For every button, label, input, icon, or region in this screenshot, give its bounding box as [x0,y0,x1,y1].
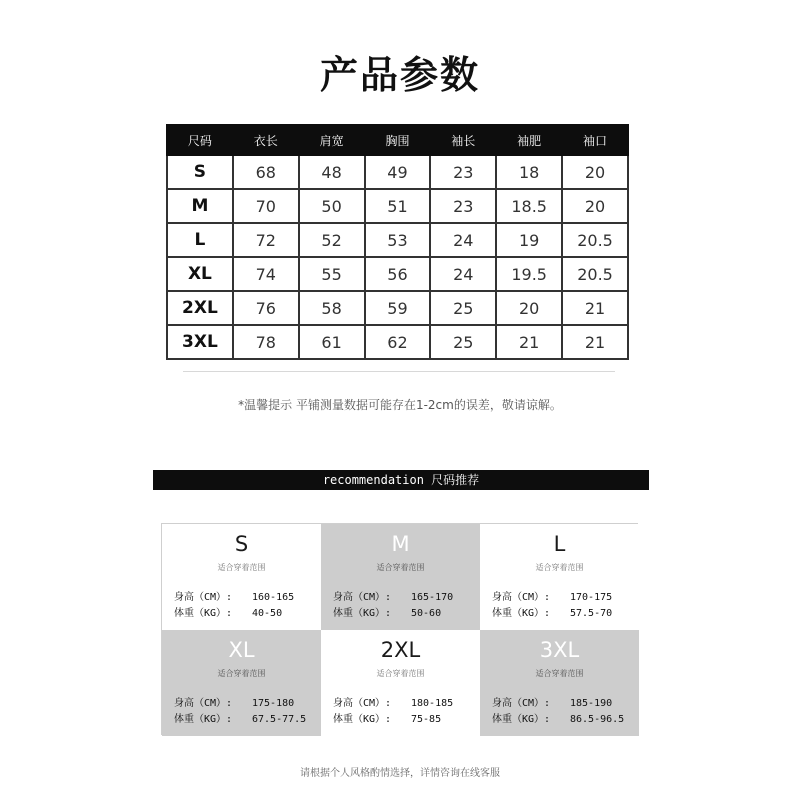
card-size: XL [228,638,255,662]
height-label: 身高（CM）: [333,698,392,709]
recommendation-grid [161,523,638,735]
recommendation-header: recommendation 尺码推荐 [153,470,649,490]
table-cell: 21 [496,325,562,359]
weight-label: 体重（KG）: [333,608,392,619]
card-subtitle: 适合穿着范围 [535,563,584,572]
table-row [167,155,628,189]
height-value: 160-165 [252,592,295,603]
table-cell: 53 [365,223,431,257]
card-height-row [174,694,314,709]
header-shoulder: 肩宽 [299,125,365,155]
table-cell: 58 [299,291,365,325]
card-subtitle: 适合穿着范围 [217,669,266,678]
table-cell: 51 [365,189,431,223]
table-cell: 20.5 [562,223,628,257]
table-cell: S [167,155,233,189]
weight-label: 体重（KG）: [492,608,551,619]
header-sleeve-length: 袖长 [430,125,496,155]
weight-label: 体重（KG）: [174,608,233,619]
table-cell: 20.5 [562,257,628,291]
weight-value: 67.5-77.5 [252,714,307,725]
weight-value: 57.5-70 [570,608,613,619]
table-cell: 48 [299,155,365,189]
table-cell: 20 [496,291,562,325]
recommendation-card-xl [162,630,321,736]
card-weight-row [492,710,632,725]
weight-label: 体重（KG）: [492,714,551,725]
table-cell: 21 [562,291,628,325]
table-cell: 50 [299,189,365,223]
header-chest: 胸围 [365,125,431,155]
divider [183,371,615,372]
table-cell: 59 [365,291,431,325]
card-weight-row [492,604,632,619]
table-cell: 23 [430,155,496,189]
table-cell: 52 [299,223,365,257]
height-label: 身高（CM）: [174,698,233,709]
header-cuff: 袖口 [562,125,628,155]
table-cell: 20 [562,155,628,189]
card-height-row [333,694,473,709]
table-cell: 19 [496,223,562,257]
table-row [167,257,628,291]
header-size: 尺码 [167,125,233,155]
table-cell: 2XL [167,291,233,325]
table-cell: 72 [233,223,299,257]
table-row [167,223,628,257]
table-cell: M [167,189,233,223]
table-cell: 78 [233,325,299,359]
card-subtitle: 适合穿着范围 [376,563,425,572]
table-cell: 25 [430,325,496,359]
table-row [167,325,628,359]
table-cell: 21 [562,325,628,359]
recommendation-card-l [480,524,639,630]
table-cell: 24 [430,257,496,291]
page-title: 产品参数 [319,53,480,97]
table-cell: 61 [299,325,365,359]
height-value: 170-175 [570,592,613,603]
header-length: 衣长 [233,125,299,155]
table-cell: 25 [430,291,496,325]
card-weight-row [174,710,314,725]
recommendation-card-s [162,524,321,630]
footer-note: 请根据个人风格酌情选择，详情咨询在线客服 [300,768,500,779]
table-cell: 3XL [167,325,233,359]
card-height-row [492,588,632,603]
weight-value: 50-60 [411,608,442,619]
table-cell: 76 [233,291,299,325]
table-cell: 23 [430,189,496,223]
card-weight-row [333,604,473,619]
card-subtitle: 适合穿着范围 [376,669,425,678]
table-cell: XL [167,257,233,291]
card-height-row [174,588,314,603]
weight-value: 86.5-96.5 [570,714,625,725]
measurement-note: *温馨提示 平铺测量数据可能存在1-2cm的误差，敬请谅解。 [238,398,562,412]
height-label: 身高（CM）: [492,592,551,603]
card-weight-row [174,604,314,619]
card-size: S [234,532,249,556]
card-size: 3XL [539,638,580,662]
header-sleeve-width: 袖肥 [496,125,562,155]
weight-label: 体重（KG）: [174,714,233,725]
table-cell: 18 [496,155,562,189]
table-cell: 18.5 [496,189,562,223]
card-weight-row [333,710,473,725]
card-subtitle: 适合穿着范围 [535,669,584,678]
size-table-header [167,125,628,155]
table-cell: 68 [233,155,299,189]
height-value: 165-170 [411,592,454,603]
recommendation-card-m [321,524,480,630]
card-height-row [333,588,473,603]
weight-label: 体重（KG）: [333,714,392,725]
table-cell: L [167,223,233,257]
weight-value: 75-85 [411,714,442,725]
table-row [167,291,628,325]
size-table [166,124,629,360]
table-row [167,189,628,223]
height-value: 175-180 [252,698,295,709]
height-label: 身高（CM）: [492,698,551,709]
height-label: 身高（CM）: [174,592,233,603]
recommendation-card-3xl [480,630,639,736]
card-size: M [391,532,410,556]
card-height-row [492,694,632,709]
table-cell: 74 [233,257,299,291]
weight-value: 40-50 [252,608,283,619]
table-cell: 55 [299,257,365,291]
height-label: 身高（CM）: [333,592,392,603]
recommendation-card-2xl [321,630,480,736]
table-cell: 62 [365,325,431,359]
table-cell: 24 [430,223,496,257]
table-cell: 56 [365,257,431,291]
table-cell: 70 [233,189,299,223]
height-value: 185-190 [570,698,613,709]
table-cell: 19.5 [496,257,562,291]
table-cell: 49 [365,155,431,189]
card-size: 2XL [380,638,421,662]
card-size: L [553,532,566,556]
height-value: 180-185 [411,698,454,709]
card-subtitle: 适合穿着范围 [217,563,266,572]
table-cell: 20 [562,189,628,223]
